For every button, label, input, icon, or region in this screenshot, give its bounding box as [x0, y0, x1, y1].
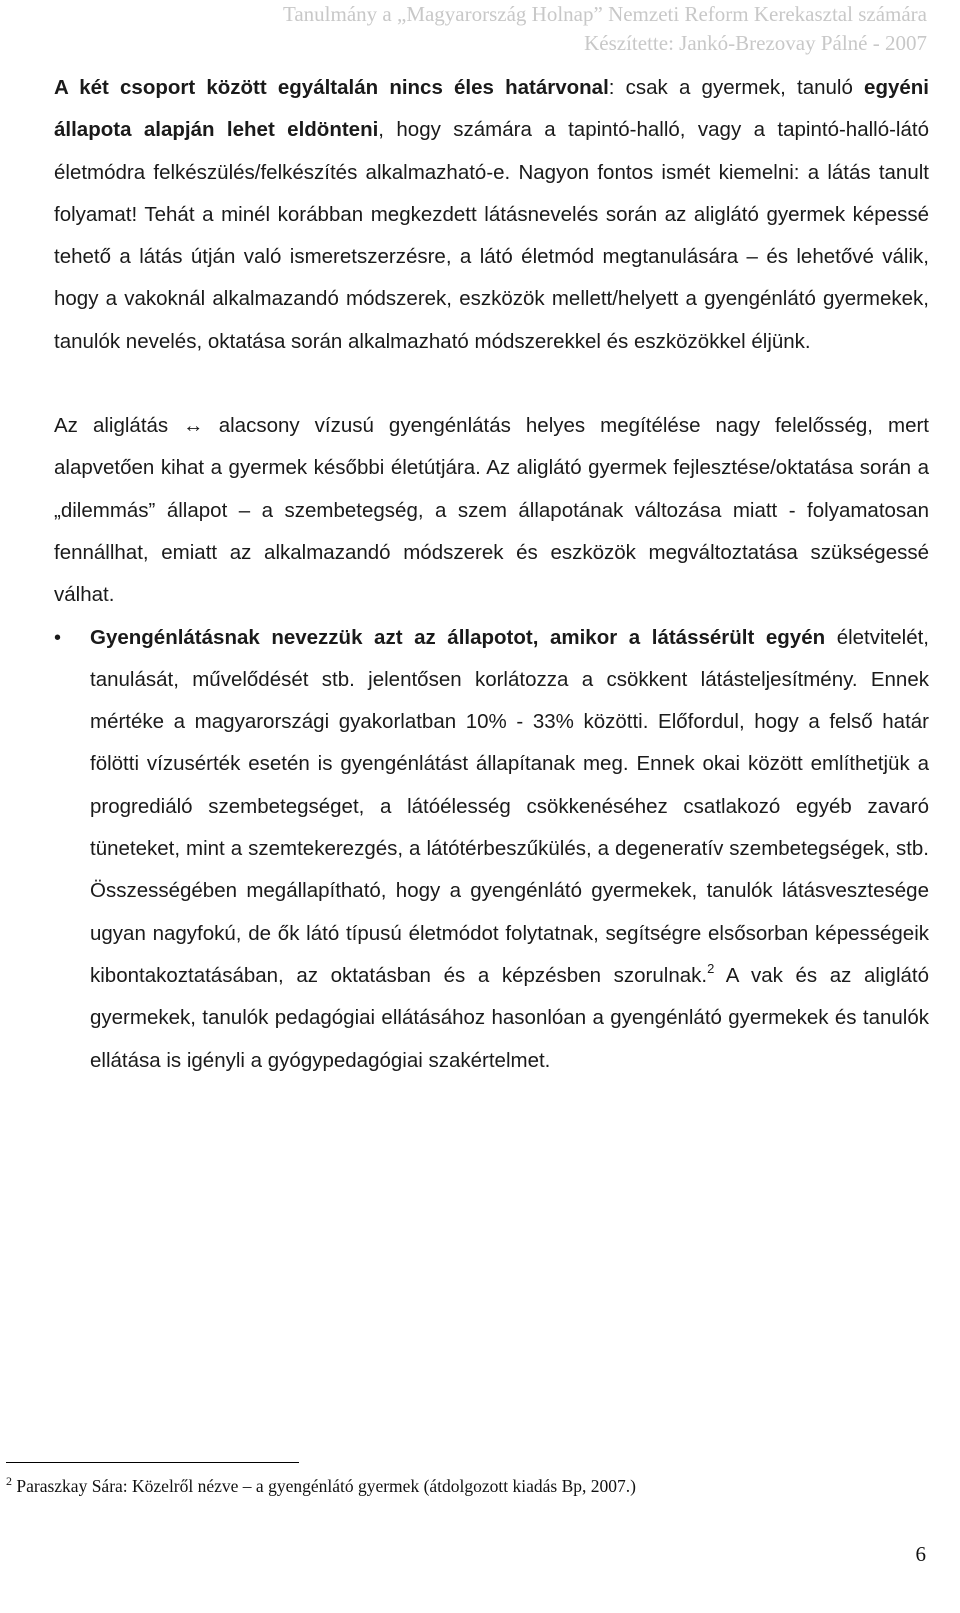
paragraph-gap: [54, 363, 929, 405]
paragraph-2: Az aliglátás ↔ alacsony vízusú gyengénlátás helyes megítélése nagy felelősség, mert alapvetően kihat a gyermek későbbi életútjára. Az aliglátó gyermek fejlesztése/oktatása során a „dilemmás” állapot – a szembetegség, a szem állapotának változása miatt - folyamatosan fennállhat, emiatt az alkalmazandó módszerek és eszközök megváltoztatása szükségessé válhat.: [54, 414, 929, 607]
bullet-text-a: életvitelét, tanulását, művelődését stb. jelentősen korlátozza a csökkent látásteljesítmény. Ennek mértéke a magyarországi gyakorlatban 10% - 33% közötti. Előfordul, hogy a felső határ fölötti vízusérték esetén is gyengénlátást állapítanak meg. Ennek okai között említhetjük a progrediáló szembetegséget, a látóélesség csökkenéséhez csatlakozó egyéb zavaró tüneteket, mint a szemtekerezgés, a látótérbeszűkülés, a degeneratív szembetegségek, stb. Összességében megállapítható, hogy a gyengénlátó gyermekek, tanulók látásvesztesége ugyan nagyfokú, de ők látó típusú életmódot folytatnak, segítségre elsősorban képességeik kibontakoztatásában, az oktatásban és a képzésben szorulnak.: [90, 625, 929, 987]
footnote-number: 2: [6, 1474, 12, 1488]
footnote-reference[interactable]: 2: [707, 960, 715, 976]
body-text: [54, 67, 929, 1082]
paragraph-1: [54, 67, 929, 363]
paragraph-1-bold-b: egyéni állapota alapján lehet eldönteni: [54, 76, 929, 142]
paragraph-1-bold-a: A két csoport között egyáltalán nincs éles határvonal: [54, 76, 609, 99]
bullet-icon: •: [54, 626, 62, 649]
header-author: Készítette: Jankó-Brezovay Pálné - 2007: [584, 31, 927, 55]
page-number: 6: [915, 1542, 926, 1566]
footnote: [6, 1473, 926, 1499]
bullet-bold-lead: Gyengénlátásnak nevezzük azt az állapotot, amikor a látássérült egyén: [90, 625, 826, 649]
paragraph-1-text-b: , hogy számára a tapintó-halló, vagy a tapintó-halló-látó életmódra felkészülés/felkészítés alkalmazható-e. Nagyon fontos ismét kiemelni: a látás tanult folyamat! Tehát a minél korábban megkezdett látásnevelés során az aliglátó gyermek képessé tehető a látás útján való ismeretszerzésre, a látó életmód megtanulására – és lehetővé válik, hogy a vakoknál alkalmazandó módszerek, eszközök mellett/helyett a gyengénlátó gyermekek, tanulók nevelés, oktatása során alkalmazható módszerekkel és eszközökkel éljünk.: [54, 118, 929, 353]
footnote-divider: [6, 1462, 299, 1463]
bullet-item: [54, 617, 929, 1082]
bullet-paragraph: [90, 617, 929, 1082]
bullet-text-b: A vak és az aliglátó gyermekek, tanulók pedagógiai ellátásához hasonlóan a gyengénlátó gyermekek és tanulók ellátása is igényli a gyógypedagógiai szakértelmet.: [90, 963, 929, 1072]
footnote-text: Paraszkay Sára: Közelről nézve – a gyengénlátó gyermek (átdolgozott kiadás Bp, 2007.): [12, 1476, 636, 1496]
paragraph-1-text-a: : csak a gyermek, tanuló: [608, 76, 865, 99]
header-title: Tanulmány a „Magyarország Holnap” Nemzeti Reform Kerekasztal számára: [283, 2, 927, 26]
running-header: [283, 0, 927, 58]
